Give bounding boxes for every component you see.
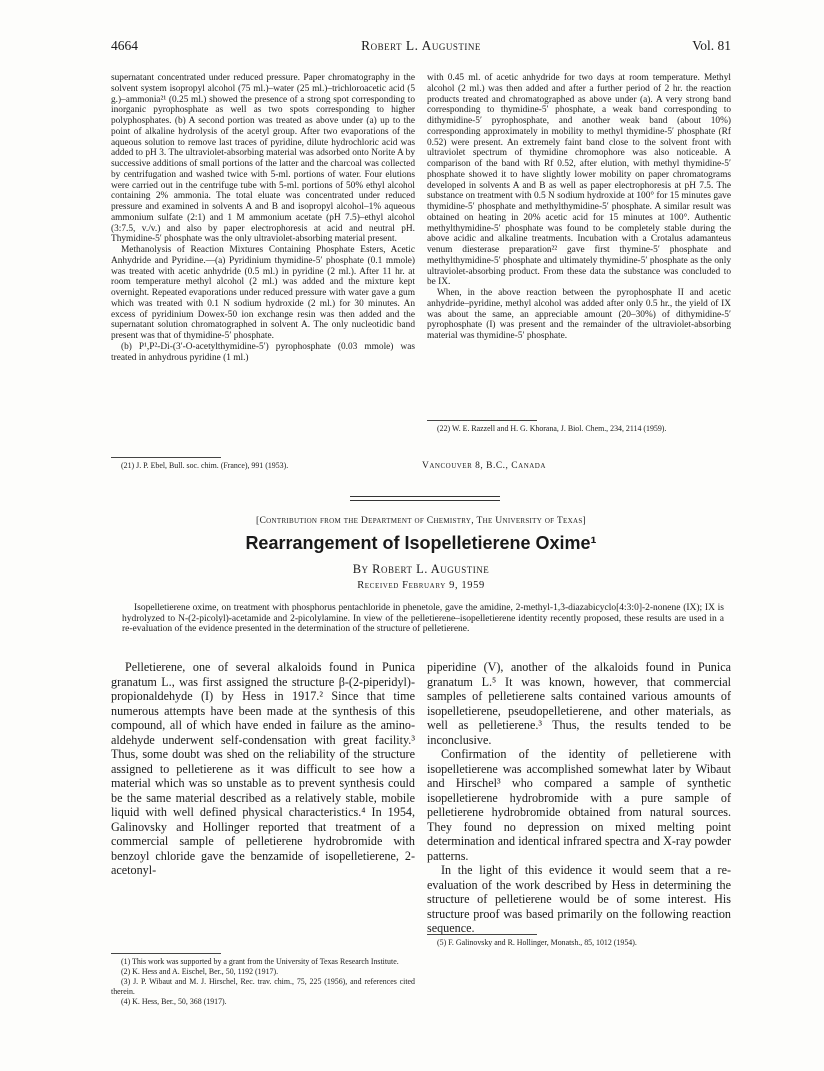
paragraph: When, in the above reaction between the pyrophosphate II and acetic anhydride–pyridine, methyl alcohol was added after only 0.5 hr., the yield of IX was about the same, an appreciable amount (20–30%) of dithymidine-5′ pyrophosphate (I) was present and the remainder of the ultraviolet-absorbing material was thymidine-5′ phosphate.: [427, 288, 731, 341]
paragraph: Methanolysis of Reaction Mixtures Containing Phosphate Esters, Acetic Anhydride and Pyridine.—(a) Pyridinium thymidine-5′ phosphate (0.1 mmole) was treated with acetic anhydride (0.5 ml.) in pyridine (2 ml.). After 11 hr. at room temperature methyl alcohol (2 ml.) was added and the mixture kept overnight. Repeated evaporations under reduced pressure with water gave a gum which was treated with 0.1 N sodium hydroxide (2 ml.) for 30 minutes. An excess of pyridinium Dowex-50 ion exchange resin was then added and the supernatant solution chromatographed in solvent A. The only nucleotidic band present was that of thymidine-5′ phosphate.: [111, 245, 415, 341]
footnote: (2) K. Hess and A. Eischel, Ber., 50, 1192 (1917).: [121, 967, 279, 976]
footnote: (3) J. P. Wibaut and M. J. Hirschel, Rec. trav. chim., 75, 225 (1956), and references cited therein.: [111, 977, 415, 996]
running-author: Robert L. Augustine: [361, 38, 481, 53]
contribution-line: [Contribution from the Department of Chemistry, The University of Texas]: [255, 515, 587, 526]
page-header: [111, 38, 731, 58]
footnote-rule: [427, 420, 537, 421]
prev-article-left-column: [111, 73, 415, 363]
prev-article-right-footnotes: [427, 424, 731, 434]
article-separator: [350, 496, 500, 501]
prev-article-right-column: [427, 73, 731, 342]
page-number: 4664: [111, 38, 138, 53]
article-left-footnotes: [111, 957, 415, 1007]
received-date: Received February 9, 1959: [357, 580, 485, 591]
article-byline: By Robert L. Augustine: [352, 562, 490, 576]
footnote-rule: [111, 457, 221, 458]
volume-label: Vol. 81: [692, 38, 731, 53]
author-address: Vancouver 8, B.C., Canada: [422, 461, 546, 471]
footnote-rule: [427, 934, 537, 935]
footnote: (21) J. P. Ebel, Bull. soc. chim. (France), 991 (1953).: [121, 461, 289, 470]
footnote-rule: [111, 953, 221, 954]
footnote: (5) F. Galinovsky and R. Hollinger, Monatsh., 85, 1012 (1954).: [437, 938, 637, 947]
footnote: (1) This work was supported by a grant from the University of Texas Research Institute.: [121, 957, 399, 966]
article-right-column: [427, 660, 731, 936]
article-left-column: [111, 660, 415, 878]
paragraph: piperidine (V), another of the alkaloids found in Punica granatum L.⁵ It was known, however, that commercial samples of pelletierene salts contained various amounts of isopelletierene, pseudopelletierene, and other materials, as well as pelletierene.³ Thus, the results tended to be inconclusive.: [427, 660, 731, 747]
abstract: Isopelletierene oxime, on treatment with phosphorus pentachloride in phenetole, gave the amidine, 2-methyl-1,3-diazabicyclo[4:3:0]-2-nonene (IX); IX is hydrolyzed to N-(2-picolyl)-acetamide and 2-picolylamine. In view of the pelletierene–isopelletierene identity recently proposed, these results are used in a re-evaluation of the evidence presented in the determination of the structure of pelletierene.: [122, 603, 724, 635]
paragraph: Pelletierene, one of several alkaloids found in Punica granatum L., was first assigned the structure β-(2-piperidyl)-propionaldehyde (I) by Hess in 1917.² Since that time numerous attempts have been made at the synthesis of this compound, all of which have ended in failure as the amino-aldehyde underwent self-condensation with great facility.³ Thus, some doubt was shed on the reliability of the structure assigned to pelletierene as it was difficult to see how a material which was so unstable as to prevent synthesis could be the same material described as a relatively stable, mobile liquid with well defined physical characteristics.⁴ In 1954, Galinovsky and Hollinger reported that treatment of a commercial sample of pelletierene hydrobromide with benzoyl chloride gave the benzamide of isopelletierene, 2-acetonyl-: [111, 660, 415, 877]
paragraph: Confirmation of the identity of pelletierene with isopelletierene was accomplished somewhat later by Wibaut and Hirschel³ who compared a sample of synthetic isopelletierene hydrobromide with a pure sample of pelletierene hydrobromide obtained from natural sources. They found no depression on mixed melting point determination and identical infrared spectra and X-ray powder patterns.: [427, 747, 731, 863]
footnote: (4) K. Hess, Ber., 50, 368 (1917).: [121, 997, 227, 1006]
paragraph: In the light of this evidence it would seem that a re-evaluation of the work described by Hess in determining the structure of pelletierene would be of some interest. His structure proof was based primarily on the following reaction sequence.: [427, 863, 731, 935]
footnote: (22) W. E. Razzell and H. G. Khorana, J. Biol. Chem., 234, 2114 (1959).: [437, 424, 667, 433]
paragraph: supernatant concentrated under reduced pressure. Paper chromatography in the solvent system isopropyl alcohol (75 ml.)–water (25 ml.)–trichloroacetic acid (5 g.)–ammonia²¹ (0.25 ml.) showed the presence of a strong spot corresponding to inorganic pyrophosphate as well as two spots corresponding to higher polyphosphates. (b) A second portion was treated as above under (a) up to the point of alkaline hydrolysis of the acetyl group. After two evaporations of the aqueous solution to remove last traces of pyridine, dilute hydrochloric acid was added to pH 3. The ultraviolet-absorbing material was adsorbed onto Norite A by successive additions of small portions of the latter and the charcoal was collected by centrifugation and washed twice with 5-ml. portions of water. Four elutions were carried out in the centrifuge tube with 5-ml. portions of 50% ethyl alcohol containing 2% ammonia. The total eluate was concentrated under reduced pressure and examined in solvents A and B and isopropyl alcohol–1% aqueous ammonium sulfate (2:1) and 1 M ammonium acetate (pH 7.5)–ethyl alcohol (3:7.5, v./v.) and also by paper electrophoresis at acid and neutral pH. Thymidine-5′ phosphate was the only ultraviolet-absorbing material present.: [111, 73, 415, 245]
prev-article-left-footnotes: [111, 461, 415, 471]
paragraph: with 0.45 ml. of acetic anhydride for two days at room temperature. Methyl alcohol (2 ml.) was then added and after a further period of 2 hr. the reaction products treated and chromatographed as above under (a). A very strong band corresponding to thymidine-5′ phosphate, a weak band corresponding to dithymidine-5′ pyrophosphate, and another weak band (about 10%) corresponding approximately in mobility to methyl thymidine-5′ phosphate (Rf 0.52) were present. An extremely faint band close to the solvent front with ultraviolet spectrum of thymidine chromophore was also noticeable. A comparison of the band with Rf 0.52, after elution, with methyl thymidine-5′ phosphate showed it to have slightly lower mobility on paper chromatograms developed in solvents A and B as well as paper electrophoresis at pH 7.5. The substance on treatment with 0.5 N sodium hydroxide at 100° for 15 minutes gave thymidine-5′ phosphate and methylthymidine-5′ phosphate. A similar result was obtained on heating in 20% acetic acid for 15 minutes at 100°. Authentic methylthymidine-5′ phosphate was found to be completely stable during the above acidic and alkaline treatments. Incubation with a Crotalus adamanteus venum diesterase preparation²² gave first thymine-5′ phosphate and methylthymidine-5′ phosphate and ultimately thymidine-5′ phosphate as the only ultraviolet-absorbing product. From these data the substance was concluded to be IX.: [427, 73, 731, 288]
article-right-footnotes: [427, 938, 731, 948]
article-title: Rearrangement of Isopelletierene Oxime¹: [245, 533, 597, 553]
paragraph: (b) P¹,P²-Di-(3′-O-acetylthymidine-5′) pyrophosphate (0.03 mmole) was treated in anhydrous pyridine (1 ml.): [111, 341, 415, 363]
